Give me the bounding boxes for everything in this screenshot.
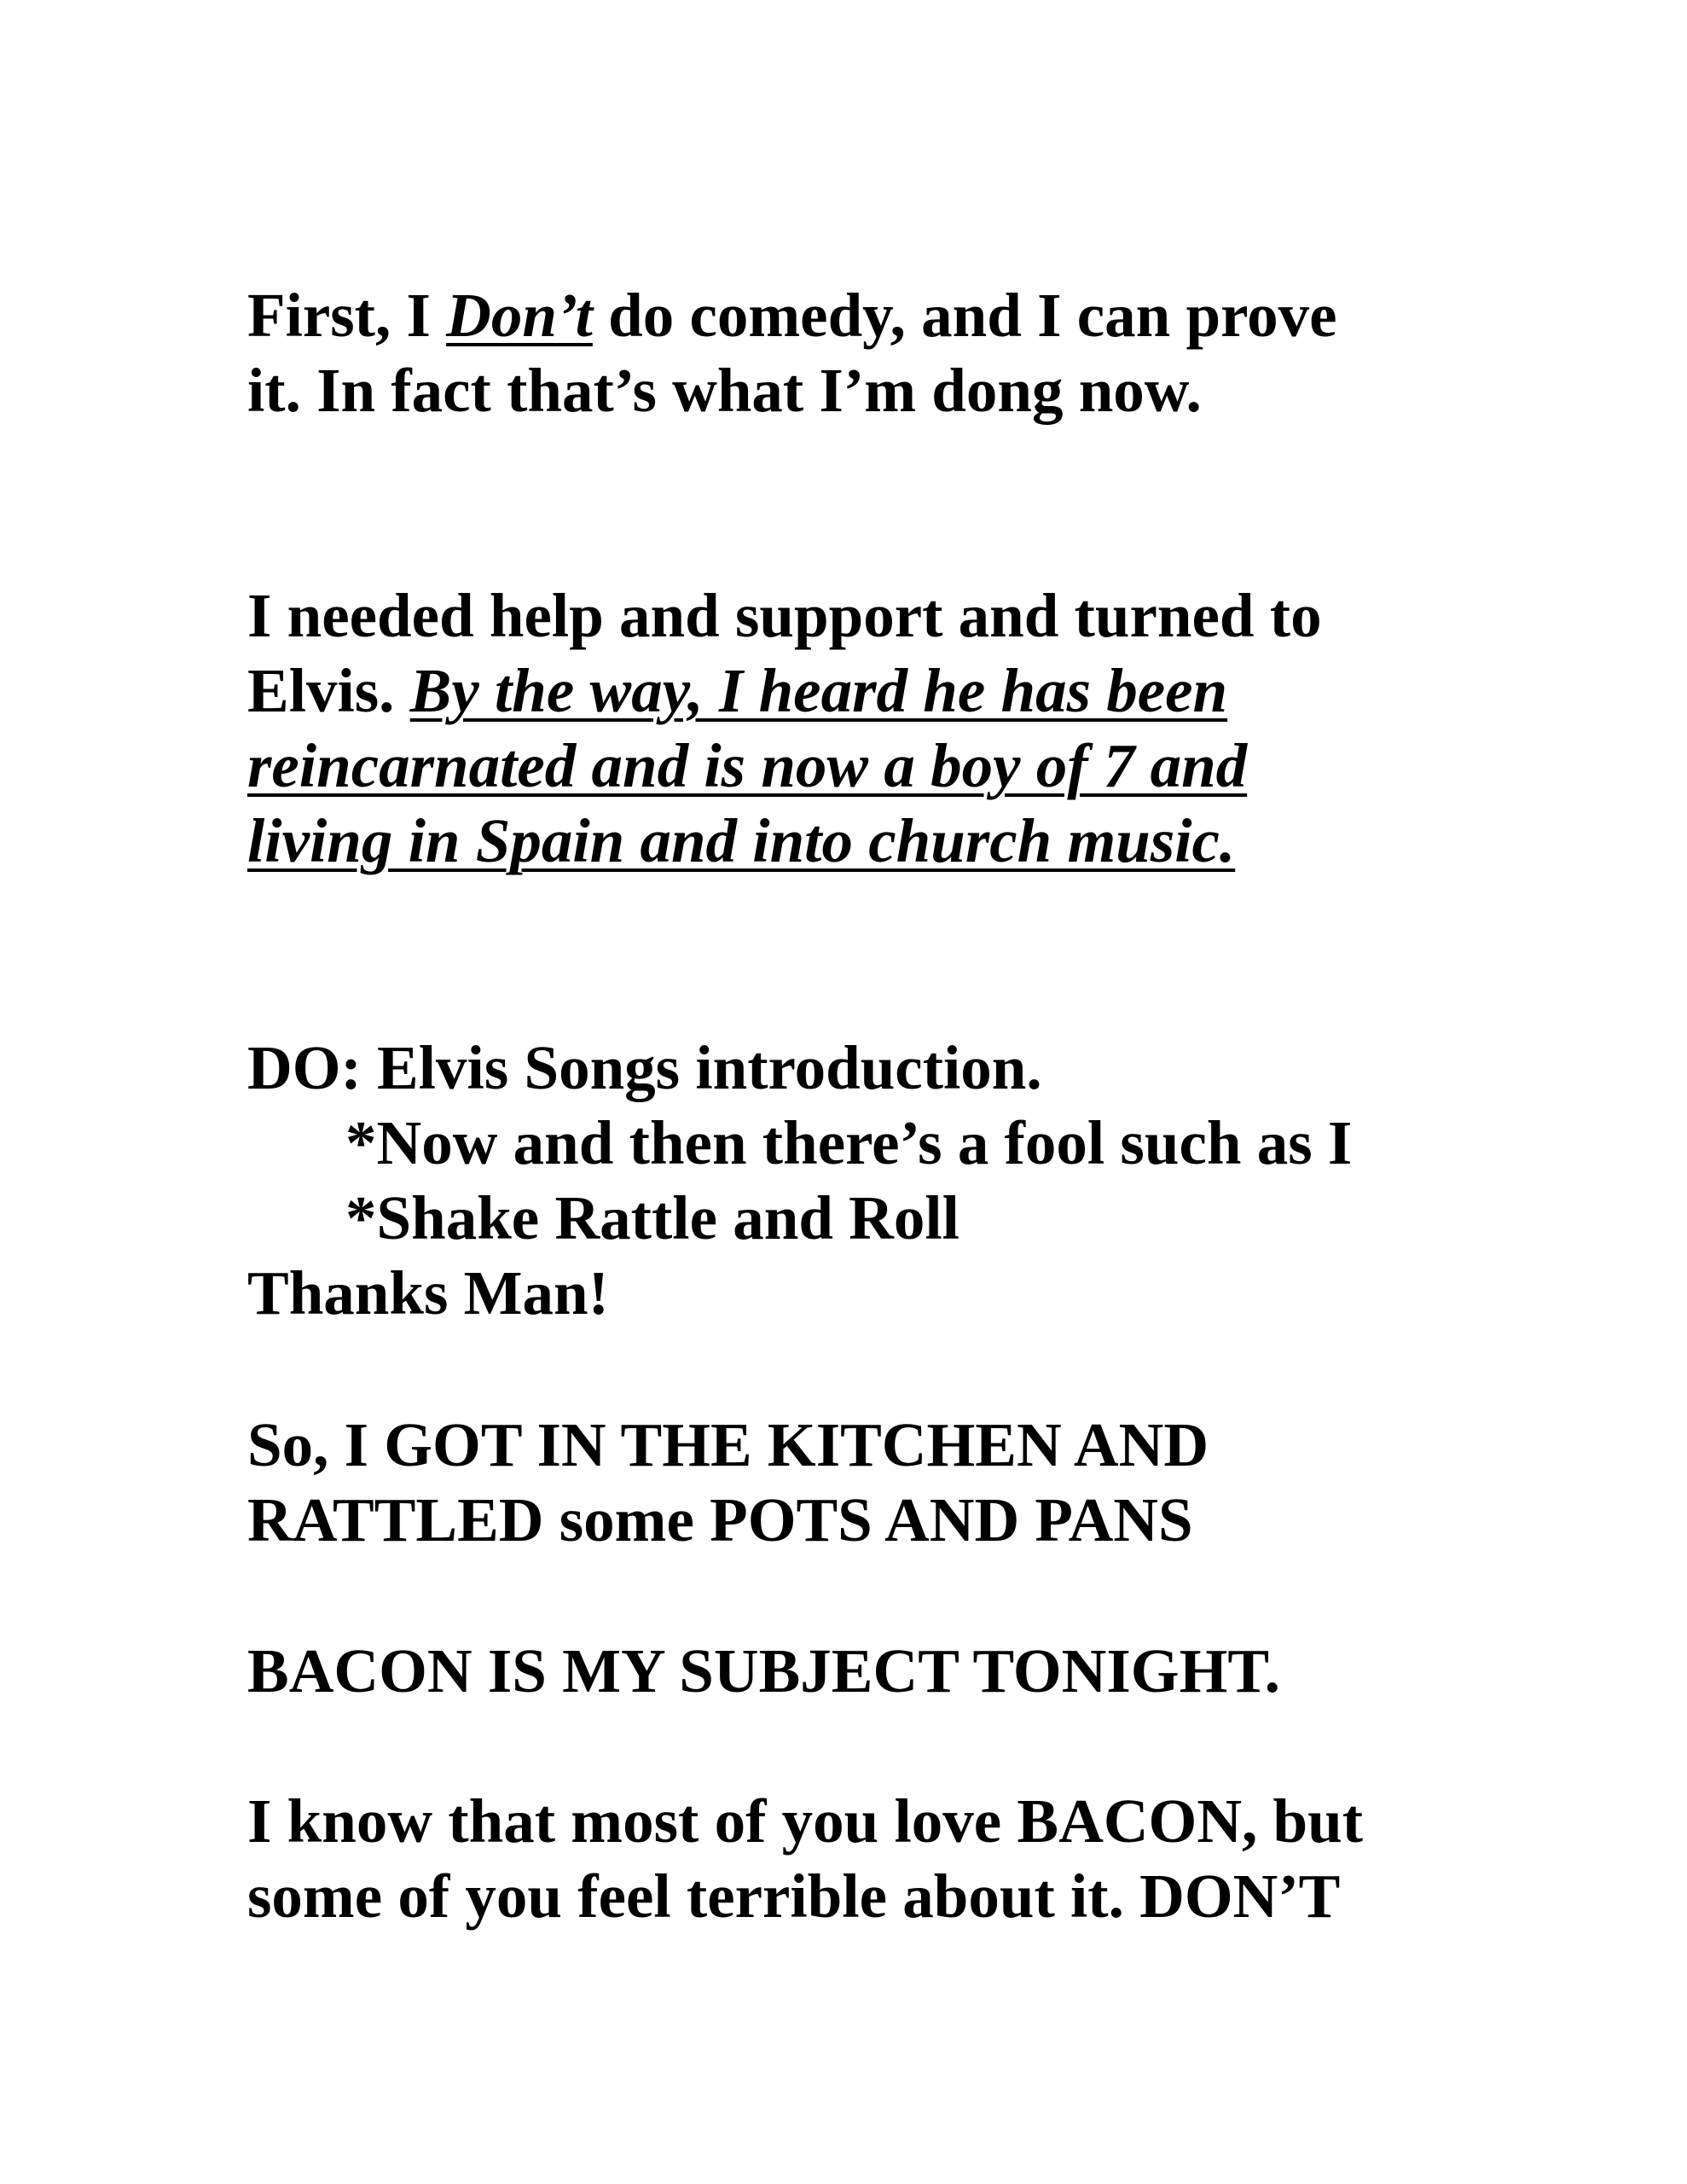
text-line (247, 653, 1527, 729)
song-list-item: *Shake Rattle and Roll (345, 1183, 959, 1252)
emphasized-text: reincarnated and is now a boy of 7 and (247, 731, 1248, 800)
text-line: BACON IS MY SUBJECT TONIGHT. (247, 1636, 1280, 1705)
text-run: First, I (247, 281, 447, 350)
song-list-item: *Now and then there’s a fool such as I (345, 1108, 1353, 1177)
emphasized-text: living in Spain and into church music. (247, 806, 1236, 875)
emphasized-text: Don’t (446, 281, 593, 350)
text-line: I needed help and support and turned to (247, 581, 1322, 650)
text-run: Elvis. (247, 656, 410, 725)
text-line: I know that most of you love BACON, but (247, 1786, 1364, 1856)
text-line (247, 278, 1527, 353)
text-run: do comedy, and I can prove (592, 281, 1337, 350)
paragraph-songs (247, 1031, 1527, 1331)
paragraph-bacon (247, 1784, 1527, 1934)
paragraph-elvis (247, 578, 1527, 879)
text-line (247, 729, 1527, 804)
paragraph-subject (247, 1634, 1527, 1709)
paragraph-intro (247, 278, 1527, 428)
text-line: it. In fact that’s what I’m dong now. (247, 356, 1202, 425)
text-line (247, 804, 1527, 879)
text-line: DO: Elvis Songs introduction. (247, 1033, 1042, 1102)
emphasized-text: By the way, I heard he has been (409, 656, 1228, 725)
paragraph-kitchen (247, 1408, 1527, 1558)
text-line: RATTLED some POTS AND PANS (247, 1485, 1193, 1554)
text-line: some of you feel terrible about it. DON’T (247, 1862, 1341, 1931)
text-line: So, I GOT IN THE KITCHEN AND (247, 1410, 1209, 1479)
text-line: Thanks Man! (247, 1258, 609, 1327)
